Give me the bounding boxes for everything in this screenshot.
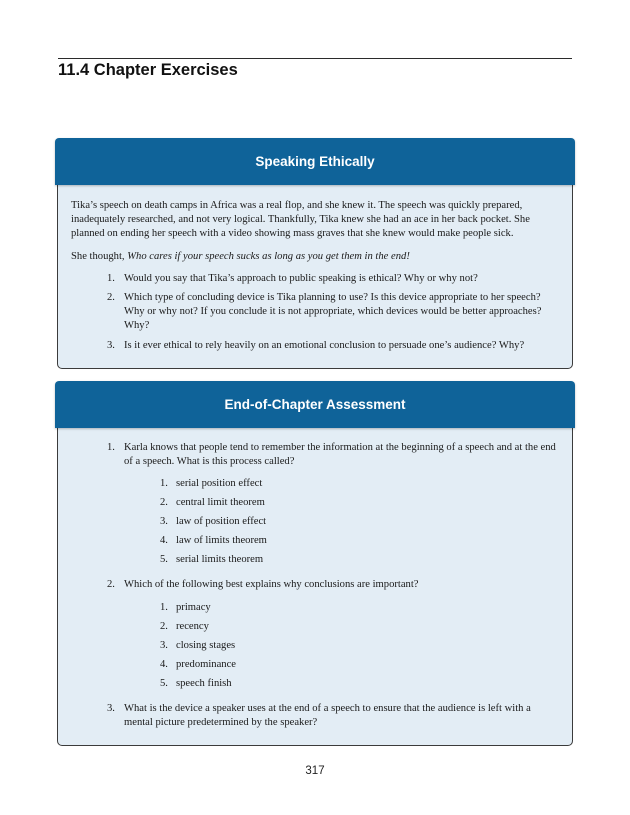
answer-option: [124, 515, 558, 534]
thought-quote: Who cares if your speech sucks as long as you get them in the end!: [127, 250, 410, 262]
option-text: serial limits theorem: [176, 554, 264, 566]
question-text: Would you say that Tika’s approach to public speaking is ethical? Why or why not?: [124, 272, 478, 284]
option-text: law of limits theorem: [176, 535, 267, 547]
option-text: closing stages: [176, 639, 236, 651]
speaking-ethically-box: [57, 138, 573, 369]
question-text: What is the device a speaker uses at the end of a speech to ensure that the audience is left with a mental picture predetermined by the speaker?: [124, 702, 531, 728]
option-text: serial position effect: [176, 478, 263, 490]
question-number: 3.: [107, 702, 115, 714]
ethics-question: [71, 272, 558, 286]
scenario-paragraph: Tika’s speech on death camps in Africa was a real flop, and she knew it. The speech was quickly prepared, inadequately researched, and not very logical. Thankfully, Tika knew she had an ace in her back pocket. She planned on ending her speech with a video showing mass graves that she knew would make people sick.: [71, 200, 530, 240]
ethics-question: [71, 339, 558, 353]
question-number: 1.: [107, 272, 115, 284]
answer-option: [124, 677, 558, 696]
option-number: 3.: [160, 639, 168, 651]
speaking-ethically-heading: Speaking Ethically: [55, 138, 575, 185]
option-number: 4.: [160, 658, 168, 670]
thought-prefix: She thought,: [71, 250, 128, 262]
question-number: 2.: [107, 292, 115, 304]
answer-option-list: [124, 477, 558, 572]
assessment-question: [71, 578, 558, 695]
thought-paragraph: [71, 250, 558, 264]
assessment-question: [71, 441, 558, 572]
question-number: 1.: [107, 442, 115, 453]
answer-option: [124, 639, 558, 658]
ethics-question: [71, 291, 558, 334]
option-number: 2.: [160, 497, 168, 509]
answer-option: [124, 601, 558, 620]
answer-option: [124, 534, 558, 553]
option-text: speech finish: [176, 677, 232, 689]
assessment-box: [57, 381, 573, 746]
speaking-ethically-body: [58, 185, 572, 353]
option-text: primacy: [176, 601, 211, 613]
question-text: Which type of concluding device is Tika planning to use? Is this device appropriate to her speech? Why or why not? If you conclude it is not appropriate, which devices would be better approaches? Why?: [124, 292, 542, 332]
question-number: 3.: [107, 339, 115, 351]
question-text: Which of the following best explains why conclusions are important?: [124, 579, 419, 591]
answer-option: [124, 496, 558, 515]
question-number: 2.: [107, 579, 115, 591]
assessment-heading: End-of-Chapter Assessment: [55, 381, 575, 428]
answer-option: [124, 658, 558, 677]
page-number: 317: [305, 765, 325, 777]
question-text: Is it ever ethical to rely heavily on an emotional conclusion to persuade one’s audience? Why?: [124, 339, 525, 351]
option-text: law of position effect: [176, 516, 267, 528]
answer-option: [124, 553, 558, 572]
option-text: predominance: [176, 658, 237, 670]
section-title: 11.4 Chapter Exercises: [58, 61, 238, 79]
option-number: 2.: [160, 620, 168, 632]
assessment-body: [58, 428, 572, 730]
answer-option-list: [124, 601, 558, 696]
question-text: Karla knows that people tend to remember the information at the beginning of a speech and at the end of a speech. What is this process called?: [124, 442, 556, 468]
top-rule: [58, 58, 572, 59]
option-number: 1.: [160, 601, 168, 613]
answer-option: [124, 620, 558, 639]
option-number: 5.: [160, 554, 168, 566]
option-number: 1.: [160, 478, 168, 490]
option-text: recency: [176, 620, 209, 632]
option-number: 5.: [160, 677, 168, 689]
answer-option: [124, 477, 558, 496]
option-text: central limit theorem: [176, 497, 265, 509]
assessment-question: [71, 702, 558, 730]
option-number: 3.: [160, 516, 168, 528]
ethics-question-list: [71, 272, 558, 353]
assessment-question-list: [71, 441, 558, 730]
option-number: 4.: [160, 535, 168, 547]
